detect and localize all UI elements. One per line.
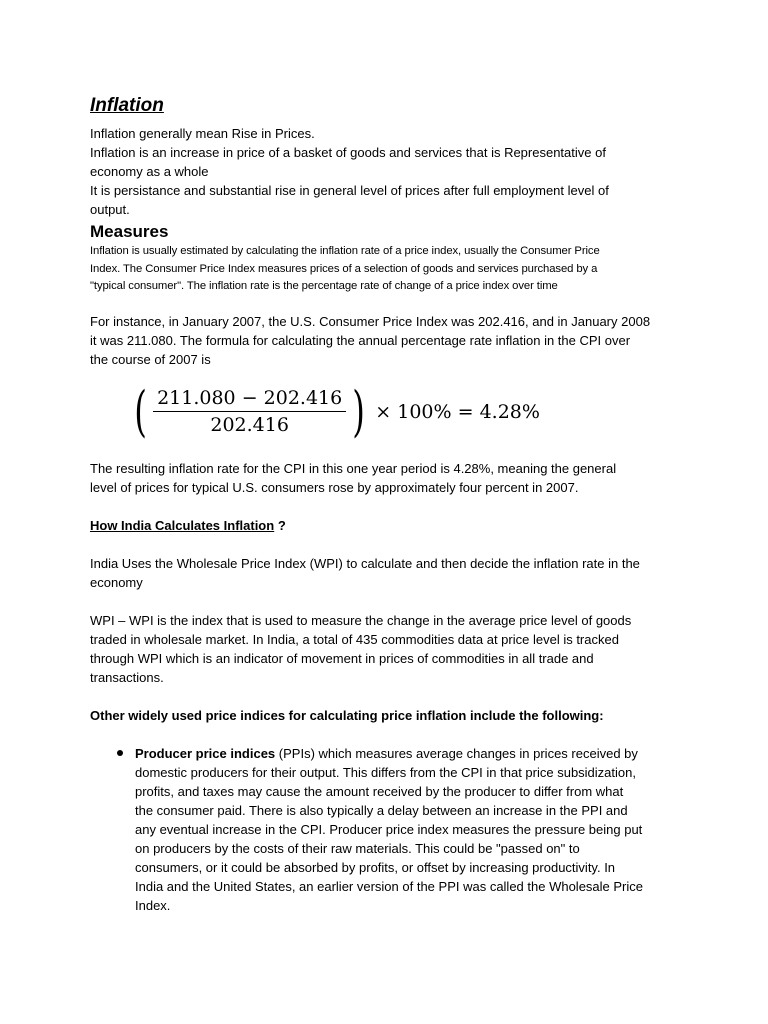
list-item-line: profits, and taxes may cause the amount received by the producer to differ from what	[135, 783, 624, 799]
list-item-line: on producers by the costs of their raw materials. This could be "passed on" to	[135, 840, 580, 856]
list-item-line: India and the United States, an earlier version of the PPI was called the Wholesale Price	[135, 878, 644, 894]
result-line: The resulting inflation rate for the CPI in this one year period is 4.28%, meaning the general	[90, 460, 617, 476]
example-line: For instance, in January 2007, the U.S. Consumer Price Index was 202.416, and in January 2008	[90, 313, 651, 329]
example-line: it was 211.080. The formula for calculating the annual percentage rate inflation in the CPI over	[90, 332, 631, 348]
document-page	[90, 94, 690, 915]
list-item-line: the consumer paid. There is also typically a delay between an increase in the PPI and	[135, 802, 628, 818]
example-line: the course of 2007 is	[90, 351, 211, 367]
wpi-line: transactions.	[90, 669, 164, 685]
wpi-line: through WPI which is an indicator of movement in prices of commodities in all trade and	[90, 650, 594, 666]
intro-line: Inflation is an increase in price of a basket of goods and services that is Representative of	[90, 145, 606, 160]
page-title: Inflation	[90, 95, 164, 116]
right-paren: )	[352, 379, 366, 443]
list-item	[90, 744, 690, 915]
list-item-line: Index.	[135, 897, 171, 913]
result-line: level of prices for typical U.S. consumers rose by approximately four percent in 2007.	[90, 479, 579, 495]
india-heading-suffix: ?	[274, 517, 286, 533]
inflation-formula	[130, 379, 690, 443]
other-indices-heading: Other widely used price indices for calculating price inflation include the following:	[90, 707, 604, 723]
intro-section	[90, 124, 690, 219]
india-uses-line: India Uses the Wholesale Price Index (WPI) to calculate and then decide the inflation rate in the	[90, 555, 640, 571]
india-heading: How India Calculates Inflation	[90, 517, 275, 533]
measures-section	[90, 243, 690, 296]
india-uses-section	[90, 554, 690, 592]
price-indices-list	[90, 744, 690, 915]
list-item-line: (PPIs) which measures average changes in prices received by	[275, 745, 638, 761]
india-uses-line: economy	[90, 574, 143, 590]
list-item-line: any eventual increase in the CPI. Producer price index measures the pressure being put	[135, 821, 643, 837]
list-item-line: consumers, or it could be absorbed by profits, or offset by increasing productivity. In	[135, 859, 616, 875]
formula-result: × 100% = 4.28%	[375, 400, 540, 423]
intro-line: output.	[90, 202, 130, 217]
intro-line: Inflation generally mean Rise in Prices.	[90, 126, 315, 141]
measures-line: "typical consumer". The inflation rate is the percentage rate of change of a price index over time	[90, 280, 558, 292]
intro-line: It is persistance and substantial rise in general level of prices after full employment level of	[90, 183, 609, 198]
bullet-icon	[117, 750, 123, 756]
wpi-line: WPI – WPI is the index that is used to measure the change in the average price level of goods	[90, 612, 632, 628]
measures-line: Index. The Consumer Price Index measures prices of a selection of goods and services purchased by a	[90, 262, 598, 275]
measures-heading: Measures	[90, 222, 169, 241]
wpi-section	[90, 611, 690, 687]
list-item-line: domestic producers for their output. This differs from the CPI in that price subsidization,	[135, 764, 636, 780]
measures-line: Inflation is usually estimated by calculating the inflation rate of a price index, usually the Consumer Price	[90, 245, 600, 257]
result-section	[90, 459, 690, 497]
india-heading-row	[90, 516, 690, 535]
formula-fraction	[153, 387, 346, 436]
formula-numerator: 211.080 − 202.416	[153, 387, 346, 412]
list-item-term: Producer price indices	[135, 745, 276, 761]
formula-denominator: 202.416	[210, 414, 289, 436]
intro-line: economy as a whole	[90, 164, 209, 179]
wpi-line: traded in wholesale market. In India, a total of 435 commodities data at price level is tracked	[90, 631, 619, 647]
example-section	[90, 312, 690, 369]
left-paren: (	[134, 379, 147, 443]
